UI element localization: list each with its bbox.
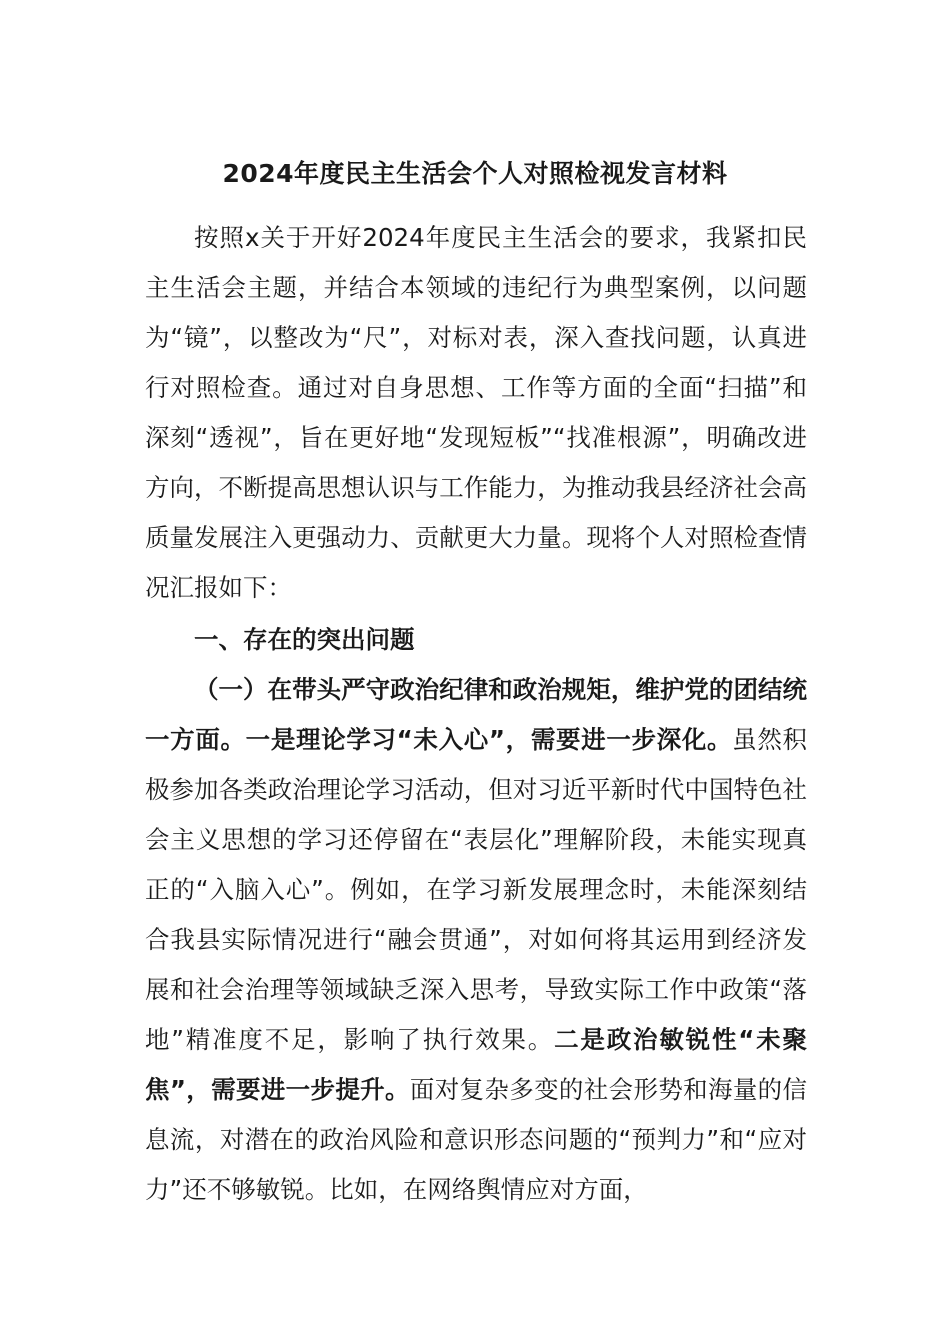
issue-subpoint-bold: 二是政治敏锐性“未聚焦”，需要进一步提升。: [145, 1025, 807, 1104]
issue-text-a: 虽然积极参加各类政治理论学习活动，但对习近平新时代中国特色社会主义思想的学习还停留在“表层化”理解阶段，未能实现真正的“入脑入心”。例如，在学习新发展理念时，未能深刻结合我县实际情况进行“融会贯通”，对如何将其运用到经济发展和社会治理等领域缺乏深入思考，导致实际工作中政策“落地”精准度不足，影响了执行效果。: [145, 725, 808, 1054]
document-body: [145, 213, 807, 1215]
document-title: 2024年度民主生活会个人对照检视发言材料: [222, 159, 728, 188]
issue-paragraph: [145, 665, 807, 1215]
issue-lead-bold: （一）在带头严守政治纪律和政治规矩，维护党的团结统一方面。一是理论学习“未入心”，需要进一步深化。: [145, 675, 807, 754]
issue-text-b: 面对复杂多变的社会形势和海量的信息流，对潜在的政治风险和意识形态问题的“预判力”和“应对力”还不够敏锐。比如，在网络舆情应对方面，: [145, 1075, 808, 1204]
intro-paragraph: 按照x关于开好2024年度民主生活会的要求，我紧扣民主生活会主题，并结合本领域的违纪行为典型案例，以问题为“镜”，以整改为“尺”，对标对表，深入查找问题，认真进行对照检查。通过对自身思想、工作等方面的全面“扫描”和深刻“透视”，旨在更好地“发现短板”“找准根源”，明确改进方向，不断提高思想认识与工作能力，为推动我县经济社会高质量发展注入更强动力、贡献更大力量。现将个人对照检查情况汇报如下：: [145, 223, 807, 602]
section-heading: 一、存在的突出问题: [194, 625, 415, 654]
